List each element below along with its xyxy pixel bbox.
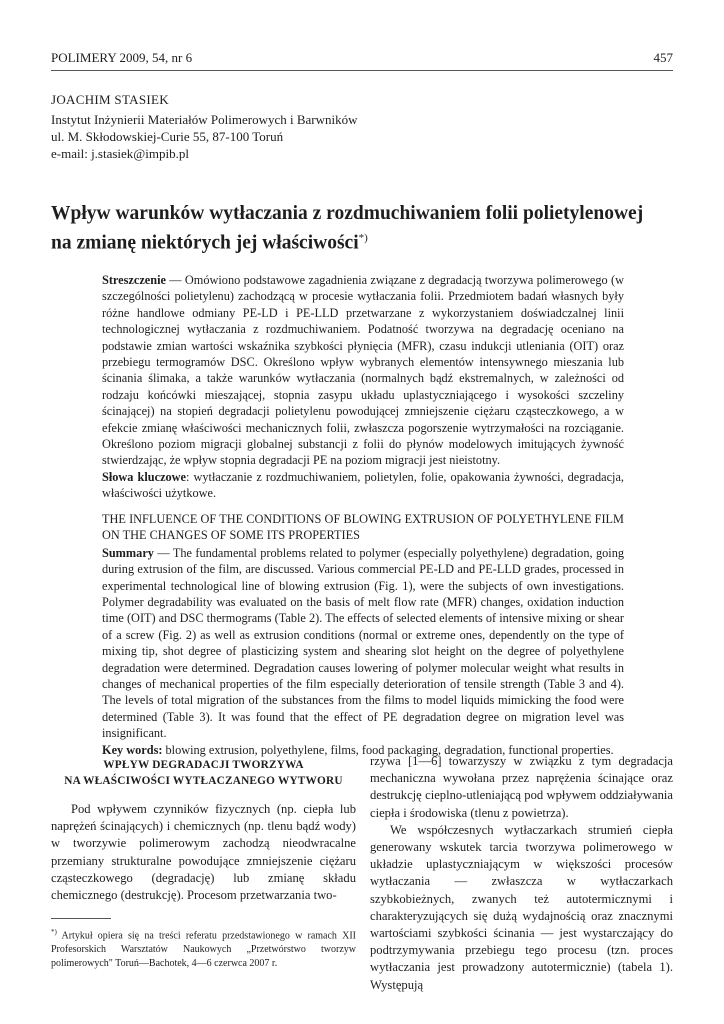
keywords-en-text: blowing extrusion, polyethylene, films, food packaging, degradation, functional properties. <box>162 742 614 757</box>
journal-reference: POLIMERY 2009, 54, nr 6 <box>51 50 193 65</box>
keywords-pl-text: : wytłaczanie z rozdmuchiwaniem, polietylen, folie, opakowania żywności, degradacja, właściwości użytkowe. <box>102 469 624 501</box>
abstract-pl-text: — Omówiono podstawowe zagadnienia związane z degradacją tworzywa polimerowego (w szczególności polietylenu) zachodzącą w procesie wytłaczania folii. Przedmiotem badań własnych były różne handlowe odmiany PE-LD i PE-LLD przetwarzane z wykorzystaniem doświadczalnej linii technologicznej wytłaczania z rozdmuchiwaniem. Podatność tworzywa na degradację oceniano na podstawie zmian wartości wskaźnika szybkości płynięcia (MFR), czasu indukcji utleniania (OIT) oraz przebiegu termogramów DSC. Określono wpływ wybranych elementów intensywnego mieszania lub ścinania ślimaka, a także warunków wytłaczania (normalnych bądź ekstremalnych, w zależności od rodzaju końcówki mieszającej, stopnia zasypu układu uplastyczniającego i wysokości szczeliny ścinającej) na stopień degradacji polietylenu powodującej zmniejszenie ciężaru cząsteczkowego, a w efekcie zmianę właściwości mechanicznych folii, zwłaszcza pogorszenie wytrzymałości na rozciąganie. Określono poziom migracji globalnej substancji z folii do płynów modelowych imitujących żywność stwierdzając, że wpływ stopnia degradacji PE na poziom migracji jest nieistotny. <box>102 273 624 468</box>
abstract-en-text: — The fundamental problems related to polymer (especially polyethylene) degradation, going during extrusion of the film, are discussed. Various commercial PE-LD and PE-LLD grades, processed in experimental technological line of blowing extrusion (Fig. 1), were the subjects of own investigations. Polymer degradability was evaluated on the basis of melt flow rate (MFR) changes, oxidation induction time (OIT) and DSC thermograms (Table 2). The effects of selected elements of intensive mixing or shear of a screw (Fig. 2) as well as extrusion conditions (normal or extreme ones, dependently on the type of mixing tip, shot degree of plasticizing system and shearing slot height on the degree of polyethylene degradation were determined. Degradation causes lowering of polymer molecular weight what results in changes of mechanical properties of the film especially deterioration of tensile strength (Table 3 and 4). The levels of total migration of the substances from the films to model liquids mimicking the food were determined (Table 3). It was found that the effect of PE degradation degree on migration level was insignificant. <box>102 545 624 741</box>
abstract-polish <box>102 272 624 502</box>
abstract-en-body <box>102 545 624 742</box>
abstract-english <box>102 511 624 758</box>
abstract-en-label: Summary <box>102 545 154 560</box>
article-title <box>51 201 651 256</box>
email-line: e-mail: j.stasiek@impib.pl <box>51 146 189 161</box>
keywords-en-label: Key words: <box>102 742 163 757</box>
footnote-rule <box>51 918 111 919</box>
english-title: THE INFLUENCE OF THE CONDITIONS OF BLOWING EXTRUSION OF POLYETHYLENE FILM ON THE CHANGES OF SOME ITS PROPERTIES <box>102 512 624 543</box>
institute-line: Instytut Inżynierii Materiałów Polimerowych i Barwników <box>51 112 358 127</box>
keywords-pl <box>102 469 624 502</box>
footnote-mark: *) <box>51 928 57 936</box>
address-line: ul. M. Skłodowskiej-Curie 55, 87-100 Toruń <box>51 129 284 144</box>
keywords-pl-label: Słowa kluczowe <box>102 469 187 484</box>
section-heading-line2: NA WŁAŚCIWOŚCI WYTŁACZANEGO WYTWORU <box>64 775 343 787</box>
section-heading <box>51 757 356 789</box>
page-number: 457 <box>653 50 673 65</box>
abstract-pl-label: Streszczenie <box>102 273 166 287</box>
footnote-text: Artykuł opiera się na treści referatu przedstawionego w ramach XII Profesorskich Warsztatów Naukowych „Przetwórstwo tworzyw polimerowych" Toruń—Bachotek, 4—6 czerwca 2007 r. <box>51 930 356 970</box>
left-column-paragraph: Pod wpływem czynników fizycznych (np. ciepła lub naprężeń ścinających) i chemicznych (np. tlenu bądź wody) w tworzywie polimerowym zachodzą nieodwracalne przemiany strukturalne powodujące zmniejszenie ciężaru cząsteczkowego (degradację) lub zmianę składu chemicznego (destrukcję). Procesom przetwarzania two- <box>51 802 356 903</box>
running-header <box>51 50 673 71</box>
right-column-paragraph-2: We współczesnych wytłaczarkach strumień ciepła generowany wskutek tarcia tworzywa polimerowego w układzie uplastyczniającym w większości procesów wytłaczania — zwłaszcza w wytłaczarkach szybkobieżnych, zwanych też autotermicznymi i charakteryzujących się dużą wydajnością oraz znacznymi wartościami szybkości ścinania — jest wystarczający do podtrzymywania przebiegu tego procesu (tzn. proces wytłaczania jest prowadzony autotermicznie) (tabela 1). Występują <box>370 822 673 992</box>
section-heading-line1: WPŁYW DEGRADACJI TWORZYWA <box>103 759 304 771</box>
right-column <box>370 753 673 994</box>
title-footnote-mark: *) <box>358 232 368 244</box>
abstract-pl-body <box>102 272 624 469</box>
author-affiliation <box>51 111 358 162</box>
author-name: JOACHIM STASIEK <box>51 92 169 107</box>
right-column-paragraph-1: rzywa [1—6] towarzyszy w związku z tym degradacja mechaniczna wywołana przez naprężenia ścinające oraz destrukcję cieplno-utleniającą pod wpływem oddziaływania ciepła i środowiska (tlenu z powietrza). <box>370 754 673 820</box>
footnote <box>51 925 356 971</box>
title-text: Wpływ warunków wytłaczania z rozdmuchiwaniem folii polietylenowej na zmianę niektórych jej właściwości <box>51 203 644 254</box>
